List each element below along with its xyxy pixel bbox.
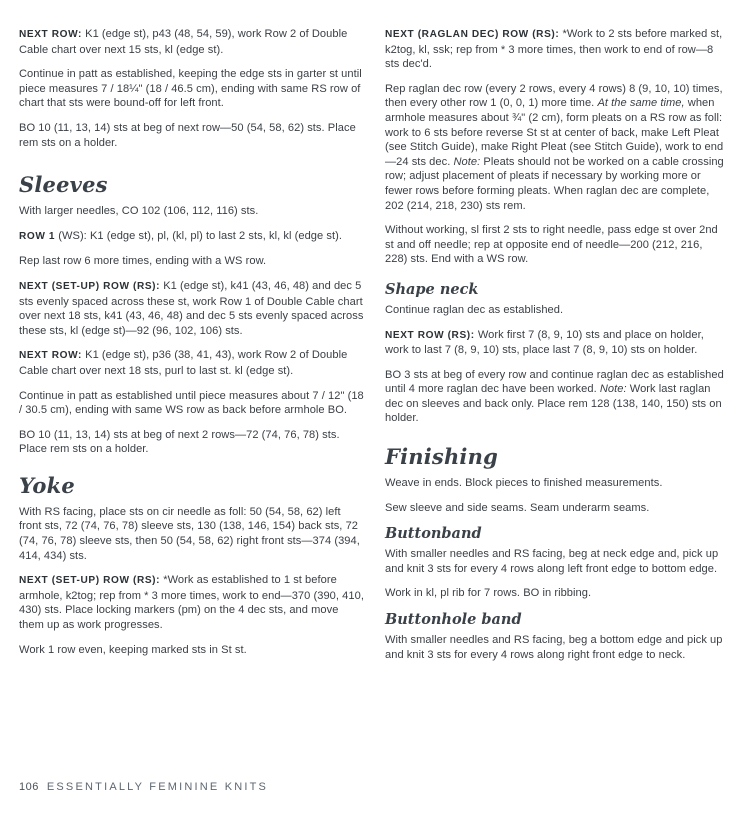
paragraph: Rep last row 6 more times, ending with a WS row.: [19, 255, 267, 268]
paragraph: Work 1 row even, keeping marked sts in St st.: [19, 643, 247, 656]
instruction-lead: NEXT ROW (RS):: [385, 329, 475, 341]
paragraph: NEXT ROW: K1 (edge st), p43 (48, 54, 59), work Row 2 of Double Cable chart over next 15 sts, kl (edge st).: [19, 28, 348, 56]
subsection-heading-shape-neck: Shape neck: [385, 280, 479, 298]
paragraph: NEXT ROW: K1 (edge st), p36 (38, 41, 43), work Row 2 of Double Cable chart over next 18 sts, purl to last st. kl (edge st).: [19, 349, 348, 377]
section-heading-sleeves: Sleeves: [19, 172, 108, 198]
subsection-heading-buttonband: Buttonband: [385, 525, 482, 543]
paragraph: NEXT ROW (RS): Work first 7 (8, 9, 10) sts and place on holder, work to last 7 (8, 9, 10) sts, place last 7 (8, 9, 10) sts on holder.: [385, 328, 704, 357]
paragraph: With smaller needles and RS facing, beg at neck edge and, pick up and knit 3 sts for every 4 rows along left front edge to bottom edge.: [385, 548, 719, 575]
book-title: ESSENTIALLY FEMININE KNITS: [46, 781, 269, 793]
instruction-lead: ROW 1: [19, 230, 56, 242]
paragraph: NEXT (SET-UP) ROW (RS): *Work as established to 1 st before armhole, k2tog; rep from * 3 more times, work to end—370 (390, 410, 430) sts. Place locking markers (pm) on the 4 dec sts, and move them up as work progresses.: [19, 574, 364, 632]
subsection-heading-buttonhole-band: Buttonhole band: [385, 611, 522, 629]
paragraph: Continue in patt as established, keeping the edge sts in garter st until piece measures 7 / 18¼" (18 / 46.5 cm), ending with same RS row of chart that sts were bound-off for left front.: [19, 68, 362, 110]
instruction-lead: NEXT ROW:: [19, 350, 82, 362]
italic-note: Note:: [453, 155, 481, 168]
paragraph: Weave in ends. Block pieces to finished measurements.: [385, 477, 663, 490]
paragraph: With larger needles, CO 102 (106, 112, 116) sts.: [19, 205, 259, 218]
italic-note: Note:: [599, 383, 627, 396]
paragraph: BO 3 sts at beg of every row and continue raglan dec as established until 4 more raglan dec have been worked. Note: Work last raglan dec on sleeves and back only. Place rem 128 (138, 140, 150) sts on holder.: [385, 368, 724, 425]
paragraph: ROW 1 (WS): K1 (edge st), pl, (kl, pl) to last 2 sts, kl, kl (edge st).: [19, 229, 342, 242]
instruction-lead: NEXT (RAGLAN DEC) ROW (RS):: [385, 29, 560, 40]
paragraph: Continue in patt as established until piece measures about 7 / 12" (18 / 30.5 cm), ending with same WS row as back before armhole BO.: [19, 389, 364, 417]
paragraph: Sew sleeve and side seams. Seam underarm seams.: [385, 501, 650, 514]
paragraph: Continue raglan dec as established.: [385, 303, 564, 316]
paragraph: Rep raglan dec row (every 2 rows, every 4 rows) 8 (9, 10, 10) times, then every other row 1 (0, 0, 1) more time. At the same time, when armhole measures about ¾" (2 cm), form pleats on a RS row as foll: work to 6 sts before reverse St st at center of back, make Left Pleat (see Stitch Guide), make Right Pleat (see Stitch Guide), work to end—24 sts dec. Note: Pleats should not be worked on a cable crossing row; adjust placement of pleats if necessary by working more or fewer rows before forming pleats. When raglan dec are complete, 202 (214, 218, 230) sts rem.: [385, 82, 724, 212]
instruction-lead: NEXT ROW:: [19, 29, 82, 40]
paragraph: Without working, sl first 2 sts to right needle, pass edge st over 2nd st and off needle; rep at opposite end of needle—200 (212, 216, 228) sts. End with a WS row.: [385, 224, 718, 266]
left-column: [19, 27, 364, 667]
page-footer: [19, 781, 268, 793]
instruction-lead: NEXT (SET-UP) ROW (RS):: [19, 280, 161, 292]
paragraph: With smaller needles and RS facing, beg a bottom edge and pick up and knit 3 sts for every 4 rows along right front edge to neck.: [385, 634, 723, 661]
section-heading-yoke: Yoke: [19, 472, 75, 498]
page-number: 106: [19, 781, 39, 793]
right-column: [385, 27, 725, 672]
paragraph: BO 10 (11, 13, 14) sts at beg of next 2 rows—72 (74, 76, 78) sts. Place rem sts on a holder.: [19, 428, 340, 456]
paragraph: NEXT (RAGLAN DEC) ROW (RS): *Work to 2 sts before marked st, k2tog, kl, ssk; rep from * 3 more times, then work to end of row—8 sts dec'd.: [385, 28, 723, 71]
italic-note: At the same time,: [597, 97, 685, 110]
paragraph: BO 10 (11, 13, 14) sts at beg of next row—50 (54, 58, 62) sts. Place rem sts on a holder.: [19, 121, 356, 149]
instruction-lead: NEXT (SET-UP) ROW (RS):: [19, 575, 161, 587]
paragraph: NEXT (SET-UP) ROW (RS): K1 (edge st), k41 (43, 46, 48) and dec 5 sts evenly spaced across these st, work Row 1 of Double Cable chart over next 18 sts, k41 (43, 46, 48) and dec 5 sts evenly spaced across these sts, kl (edge st)—92 (96, 102, 106) sts.: [19, 279, 364, 337]
paragraph: With RS facing, place sts on cir needle as foll: 50 (54, 58, 62) left front sts, 72 (74, 76, 78) sleeve sts, 130 (138, 146, 154) back sts, 72 (74, 76, 78) sleeve sts, then 50 (54, 58, 62) right front sts—374 (394, 414, 434) sts.: [19, 505, 360, 562]
paragraph: Work in kl, pl rib for 7 rows. BO in ribbing.: [385, 587, 592, 600]
section-heading-finishing: Finishing: [385, 444, 498, 470]
